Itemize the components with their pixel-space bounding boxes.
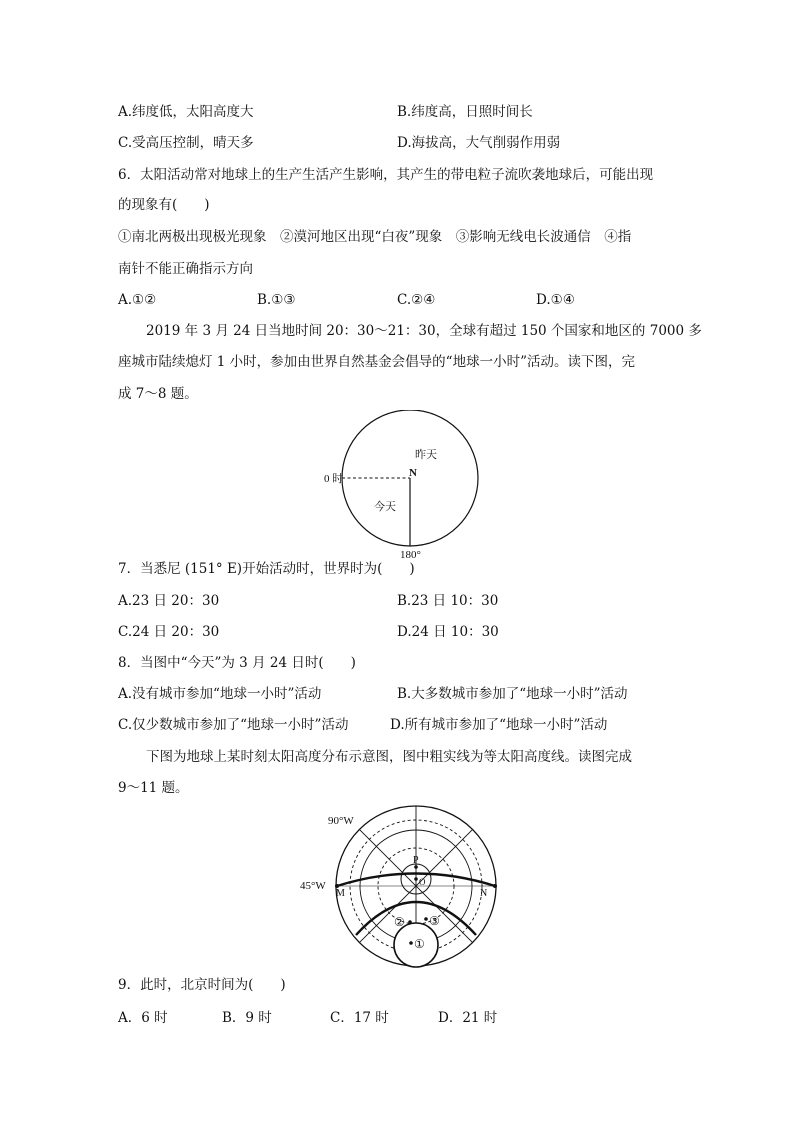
option-8c: C.仅少数城市参加了“地球一小时”活动 [118,717,349,733]
label-north-pole: N [409,467,417,479]
option-6b: B.①③ [257,292,296,308]
option-5c: C.受高压控制，晴天多 [118,135,254,151]
passage-1-line-3: 成 7～8 题。 [118,386,198,402]
label-90w: 90°W [328,815,354,827]
question-9-stem: 9．此时，北京时间为( ) [118,977,286,993]
option-6a: A.①② [118,292,157,308]
option-6d: D.①④ [536,292,575,308]
label-n: N [480,888,488,899]
marker-1: ① [414,937,425,951]
label-zero-hour: 0 时 [324,473,344,485]
option-9a: A．6 时 [118,1010,168,1026]
passage-2-line-2: 9～11 题。 [118,780,189,796]
label-p: P [413,855,419,866]
option-8d: D.所有城市参加了“地球一小时”活动 [390,717,608,733]
marker-2: ② [394,915,405,929]
passage-1-line-1: 2019 年 3 月 24 日当地时间 20：30～21：30，全球有超过 150 个国家和地区的 7000 多 [146,323,702,339]
question-6-statements-cont: 南针不能正确指示方向 [118,261,253,277]
label-yesterday: 昨天 [415,449,437,461]
option-8b: B.大多数城市参加了“地球一小时”活动 [397,686,628,702]
point-3 [424,917,428,921]
option-7d: D.24 日 10：30 [397,624,499,640]
question-6-stem: 6．太阳活动常对地球上的生产生活产生影响，其产生的带电粒子流吹袭地球后，可能出现 [118,167,654,183]
passage-1-line-2: 座城市陆续熄灯 1 小时，参加由世界自然基金会倡导的“地球一小时”活动。读下图，完 [118,354,635,370]
point-2 [408,920,412,924]
point-1 [409,941,413,945]
option-5d: D.海拔高，大气削弱作用弱 [397,135,561,151]
question-6-stem-cont: 的现象有( ) [118,197,210,213]
option-9c: C．17 时 [330,1010,389,1026]
option-8a: A.没有城市参加“地球一小时”活动 [118,686,322,702]
label-o: O [419,877,426,887]
question-7-stem: 7．当悉尼 (151° E)开始活动时，世界时为( ) [118,561,415,577]
option-9b: B．9 时 [222,1010,272,1026]
passage-2-line-1: 下图为地球上某时刻太阳高度分布示意图，图中粗实线为等太阳高度线。读图完成 [146,749,632,765]
option-5a: A.纬度低，太阳高度大 [118,104,254,120]
sun-altitude-diagram [300,805,500,970]
label-45w: 45°W [300,880,326,892]
point-o [414,877,418,881]
option-5b: B.纬度高，日照时间长 [397,104,533,120]
label-today: 今天 [374,501,396,513]
option-7c: C.24 日 20：30 [118,624,220,640]
question-8-stem: 8．当图中“今天”为 3 月 24 日时( ) [118,655,356,671]
marker-3: ③ [429,914,440,928]
label-180: 180° [400,549,421,560]
option-7b: B.23 日 10：30 [397,593,499,609]
label-m: M [336,888,345,899]
option-6c: C.②④ [397,292,436,308]
question-6-statements: ①南北两极出现极光现象 ②漠河地区出现“白夜”现象 ③影响无线电长波通信 ④指 [118,229,632,245]
date-line-diagram [320,410,480,560]
option-7a: A.23 日 20：30 [118,593,220,609]
point-n [493,884,497,888]
option-9d: D．21 时 [438,1010,498,1026]
